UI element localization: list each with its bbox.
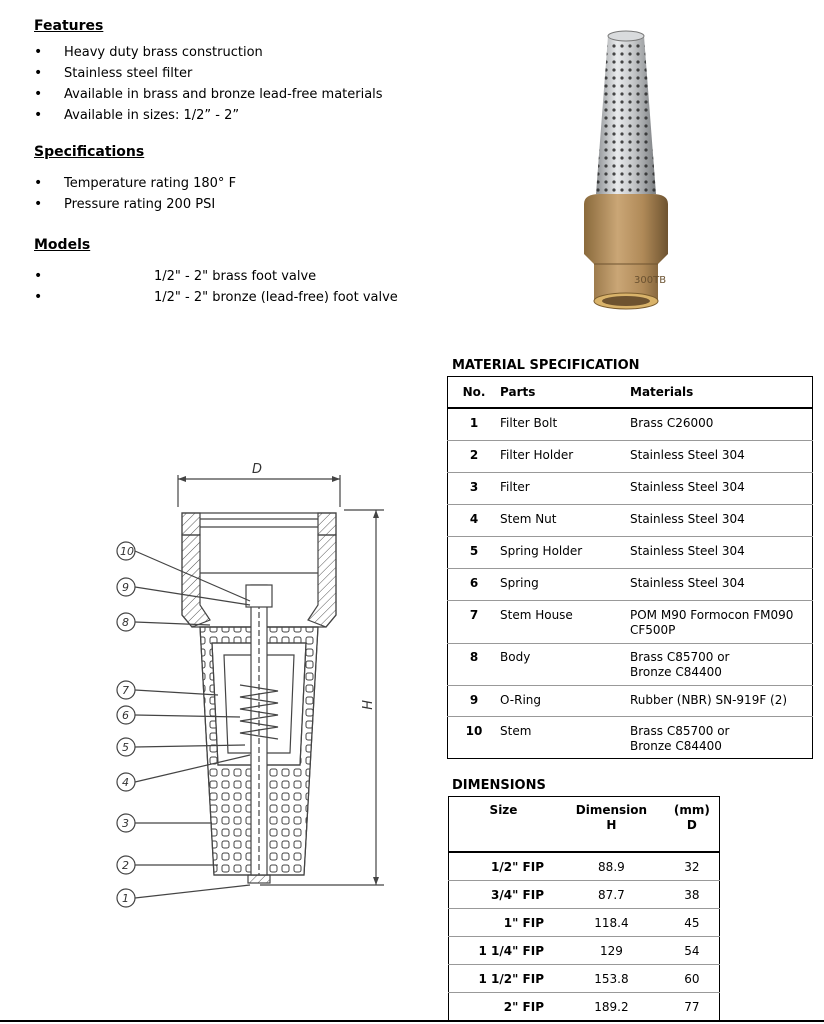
table-header-row (448, 377, 813, 409)
cell-material: Stainless Steel 304 (630, 440, 813, 472)
cell-h: 153.8 (558, 965, 665, 993)
cell-material: Stainless Steel 304 (630, 472, 813, 504)
cell-d: 54 (665, 937, 720, 965)
material-line: Bronze C84400 (630, 738, 722, 753)
cell-part: Body (500, 643, 630, 685)
table-row (449, 965, 720, 993)
table-row (448, 685, 813, 716)
callout-label: 4 (122, 776, 129, 789)
callout-label: 1 (122, 892, 129, 905)
dim-h-label: H (358, 700, 373, 710)
table-row (448, 536, 813, 568)
cell-size: 3/4" FIP (449, 881, 559, 909)
table-row (449, 937, 720, 965)
table-row (449, 993, 720, 1021)
cell-no: 6 (448, 568, 501, 600)
cell-part: Spring Holder (500, 536, 630, 568)
cell-material (630, 600, 813, 643)
table-header-row (449, 797, 720, 853)
cell-part: Spring (500, 568, 630, 600)
specifications-list (34, 173, 236, 215)
dimensions-title: DIMENSIONS (452, 778, 546, 793)
material-spec-table (447, 376, 813, 759)
material-line: Brass C85700 or (630, 649, 730, 664)
col-size: Size (449, 797, 559, 853)
cell-d: 60 (665, 965, 720, 993)
cell-size: 1 1/2" FIP (449, 965, 559, 993)
list-item: • Available in sizes: 1/2” - 2” (34, 105, 383, 126)
cell-h: 189.2 (558, 993, 665, 1021)
col-mm-d (665, 797, 720, 853)
cell-d: 38 (665, 881, 720, 909)
cell-h: 118.4 (558, 909, 665, 937)
list-item: • Heavy duty brass construction (34, 42, 383, 63)
features-list (34, 42, 383, 126)
table-row (448, 716, 813, 758)
material-line: POM M90 Formocon FM090 (630, 607, 794, 622)
h-label: H (606, 818, 617, 832)
col-parts: Parts (500, 377, 630, 409)
cell-part: Stem (500, 716, 630, 758)
cell-part: Filter Bolt (500, 408, 630, 440)
cell-size: 1/2" FIP (449, 852, 559, 881)
col-dimension-h (558, 797, 665, 853)
col-materials: Materials (630, 377, 813, 409)
table-row (448, 472, 813, 504)
d-label: D (686, 818, 697, 832)
cell-part: Stem House (500, 600, 630, 643)
specifications-heading: Specifications (34, 144, 145, 160)
material-line: Brass C85700 or (630, 723, 730, 738)
cell-size: 1 1/4" FIP (449, 937, 559, 965)
dimension-label: Dimension (575, 803, 648, 817)
cell-h: 87.7 (558, 881, 665, 909)
table-row (448, 600, 813, 643)
cell-d: 77 (665, 993, 720, 1021)
cell-no: 10 (448, 716, 501, 758)
cell-part: Filter Holder (500, 440, 630, 472)
list-item: • 1/2" - 2" bronze (lead-free) foot valve (34, 287, 398, 308)
table-row (449, 881, 720, 909)
cell-part: O-Ring (500, 685, 630, 716)
cell-part: Stem Nut (500, 504, 630, 536)
dimensions-table (448, 796, 720, 1021)
cell-no: 5 (448, 536, 501, 568)
callout-label: 10 (120, 545, 134, 558)
table-row (448, 643, 813, 685)
table-row (449, 852, 720, 881)
list-item: • Temperature rating 180° F (34, 173, 236, 194)
callout-label: 3 (122, 817, 129, 830)
cell-material (630, 643, 813, 685)
cell-no: 4 (448, 504, 501, 536)
dim-d-label: D (252, 462, 263, 477)
list-item: • 1/2" - 2" brass foot valve (34, 266, 398, 287)
cell-no: 1 (448, 408, 501, 440)
list-item: • Stainless steel filter (34, 63, 383, 84)
cell-d: 45 (665, 909, 720, 937)
material-line: Bronze C84400 (630, 664, 722, 679)
cell-no: 9 (448, 685, 501, 716)
features-heading: Features (34, 18, 104, 34)
material-line: CF500P (630, 622, 676, 637)
cell-material: Rubber (NBR) SN-919F (2) (630, 685, 813, 716)
cell-part: Filter (500, 472, 630, 504)
cell-size: 2" FIP (449, 993, 559, 1021)
cell-size: 1" FIP (449, 909, 559, 937)
callout-label: 2 (122, 859, 129, 872)
callout-label: 7 (122, 684, 129, 697)
table-row (448, 440, 813, 472)
cell-no: 7 (448, 600, 501, 643)
cell-material: Stainless Steel 304 (630, 536, 813, 568)
models-heading: Models (34, 237, 91, 253)
table-row (448, 504, 813, 536)
cell-material: Brass C26000 (630, 408, 813, 440)
cell-material: Stainless Steel 304 (630, 504, 813, 536)
cell-d: 32 (665, 852, 720, 881)
foot-valve-photo (570, 18, 680, 318)
material-spec-title: MATERIAL SPECIFICATION (452, 358, 640, 373)
callout-label: 5 (122, 741, 129, 754)
cell-material: Stainless Steel 304 (630, 568, 813, 600)
callout-label: 6 (122, 709, 129, 722)
cell-h: 88.9 (558, 852, 665, 881)
list-item: • Pressure rating 200 PSI (34, 194, 236, 215)
list-item: • Available in brass and bronze lead-free materials (34, 84, 383, 105)
photo-casting-label: 300TB (634, 275, 667, 286)
table-row (448, 568, 813, 600)
callout-label: 9 (122, 581, 129, 594)
foot-valve-cross-section-drawing (100, 455, 400, 915)
table-row (448, 408, 813, 440)
cell-no: 8 (448, 643, 501, 685)
cell-no: 2 (448, 440, 501, 472)
mm-label: (mm) (673, 803, 710, 817)
cell-no: 3 (448, 472, 501, 504)
models-list (34, 266, 398, 308)
col-no: No. (448, 377, 501, 409)
cell-material (630, 716, 813, 758)
cell-h: 129 (558, 937, 665, 965)
page-bottom-rule (0, 1020, 824, 1022)
table-row (449, 909, 720, 937)
callout-label: 8 (122, 616, 129, 629)
